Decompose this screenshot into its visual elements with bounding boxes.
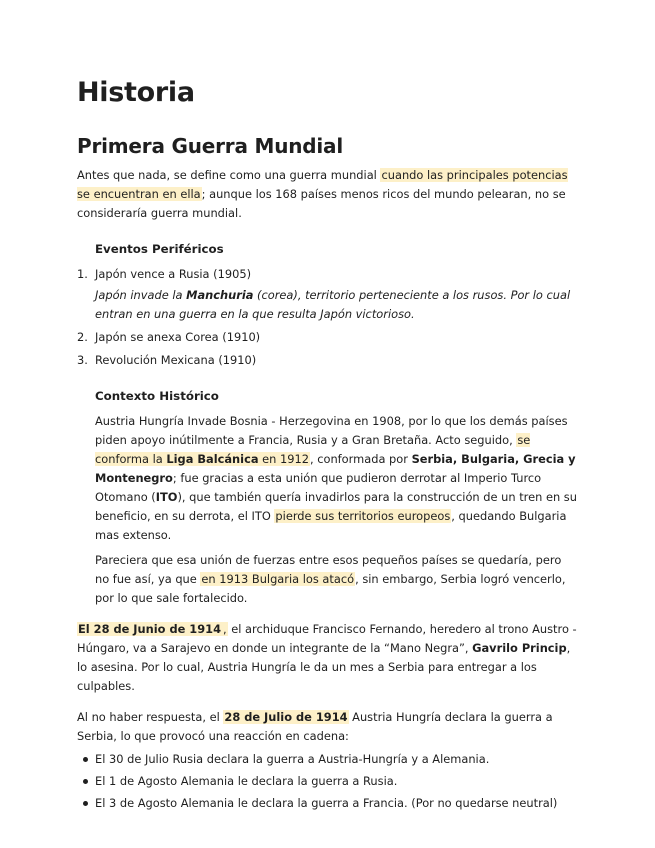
page-title: Historia xyxy=(77,77,195,108)
list-number: 1. xyxy=(77,267,88,281)
text: , lo asesina. Por lo cual, Austria Hungría le da un mes a Serbia para entregar a los culpables. xyxy=(77,641,571,693)
highlight-text: en 1912 xyxy=(258,452,309,466)
text: Pareciera que esa unión de fuerzas entre esos pequeños países se quedaría, pero no fue así, ya que xyxy=(95,553,562,586)
bullet-icon xyxy=(83,757,88,762)
list-item xyxy=(95,794,579,813)
bold-text: Gavrilo Princip xyxy=(472,641,567,655)
text: Austria Hungría Invade Bosnia - Herzegovina en 1908, por lo que los demás países piden apoyo inútilmente a Francia, Rusia y a Gran Bretaña. Acto seguido, xyxy=(95,414,568,447)
bullet-icon xyxy=(83,801,88,806)
text: el archiduque Francisco Fernando, heredero al trono Austro - Húngaro, va a Sarajevo en donde un integrante de la “Mano Negra”, xyxy=(77,622,577,655)
text: ; fue gracias a esta unión que pudieron derrotar al Imperio Turco Otomano ( xyxy=(95,471,542,504)
list-item xyxy=(95,772,579,791)
event-desc-text: (corea), territorio perteneciente a los rusos. Por lo cual entran en una guerra en la que resulta Japón victorioso. xyxy=(95,288,571,321)
highlight-bold: 28 de Julio de 1914 xyxy=(224,710,348,724)
highlight: en 1913 Bulgaria los atacó xyxy=(201,572,355,586)
contexto-paragraph-2 xyxy=(95,551,579,608)
event-desc-text: Japón invade la xyxy=(95,288,187,302)
event-label: Revolución Mexicana (1910) xyxy=(95,353,257,367)
contexto-heading: Contexto Histórico xyxy=(95,389,219,403)
list-item xyxy=(77,328,579,347)
bold-text: Serbia, Bulgaria, Grecia y Montenegro xyxy=(95,452,576,485)
list-number: 3. xyxy=(77,353,88,367)
highlight-bold: Liga Balcánica xyxy=(166,452,259,466)
text: Al no haber respuesta, el xyxy=(77,710,224,724)
eventos-heading: Eventos Periféricos xyxy=(95,242,224,256)
contexto-paragraph-1 xyxy=(95,412,579,545)
bold-text: ITO xyxy=(155,490,178,504)
highlight-bold: El 28 de Junio de 1914 xyxy=(78,622,222,636)
event-label: Japón se anexa Corea (1910) xyxy=(95,330,261,344)
list-number: 2. xyxy=(77,330,88,344)
list-item-text: El 3 de Agosto Alemania le declara la guerra a Francia. (Por no quedarse neutral) xyxy=(95,796,558,810)
text: , conformada por xyxy=(309,452,412,466)
paragraph-declaration xyxy=(77,708,579,746)
intro-text-a: Antes que nada, se define como una guerra mundial xyxy=(77,168,381,182)
event-label: Japón vence a Rusia (1905) xyxy=(95,267,252,281)
chain-reaction-list xyxy=(77,750,579,813)
list-item xyxy=(77,351,579,370)
highlight-text: se conforma la xyxy=(95,433,531,466)
bullet-icon xyxy=(83,779,88,784)
list-item xyxy=(95,750,579,769)
text: ), que también quería invadirlos para la construcción de un tren en su beneficio, en su derrota, el ITO xyxy=(95,490,577,523)
intro-paragraph xyxy=(77,166,579,223)
list-item-text: El 1 de Agosto Alemania le declara la guerra a Rusia. xyxy=(95,774,398,788)
intro-text-b: ; aunque los 168 países menos ricos del mundo pelearan, no se consideraría guerra mundial. xyxy=(77,187,566,220)
text: , quedando Bulgaria mas extenso. xyxy=(95,509,567,542)
paragraph-assassination xyxy=(77,620,579,696)
highlight: pierde sus territorios europeos xyxy=(275,509,451,523)
section-heading: Primera Guerra Mundial xyxy=(77,134,344,158)
event-desc-bold: Manchuria xyxy=(186,288,254,302)
eventos-list xyxy=(77,265,579,370)
intro-highlight: cuando las principales potencias se encuentran en ella xyxy=(77,168,568,201)
list-item xyxy=(77,265,579,324)
text: , sin embargo, Serbia logró vencerlo, por lo que sale fortalecido. xyxy=(95,572,566,605)
text: Austria Hungría declara la guerra a Serbia, lo que provocó una reacción en cadena: xyxy=(77,710,553,743)
list-item-text: El 30 de Julio Rusia declara la guerra a Austria-Hungría y a Alemania. xyxy=(95,752,490,766)
event-description xyxy=(95,286,579,324)
highlight: , xyxy=(223,622,227,636)
